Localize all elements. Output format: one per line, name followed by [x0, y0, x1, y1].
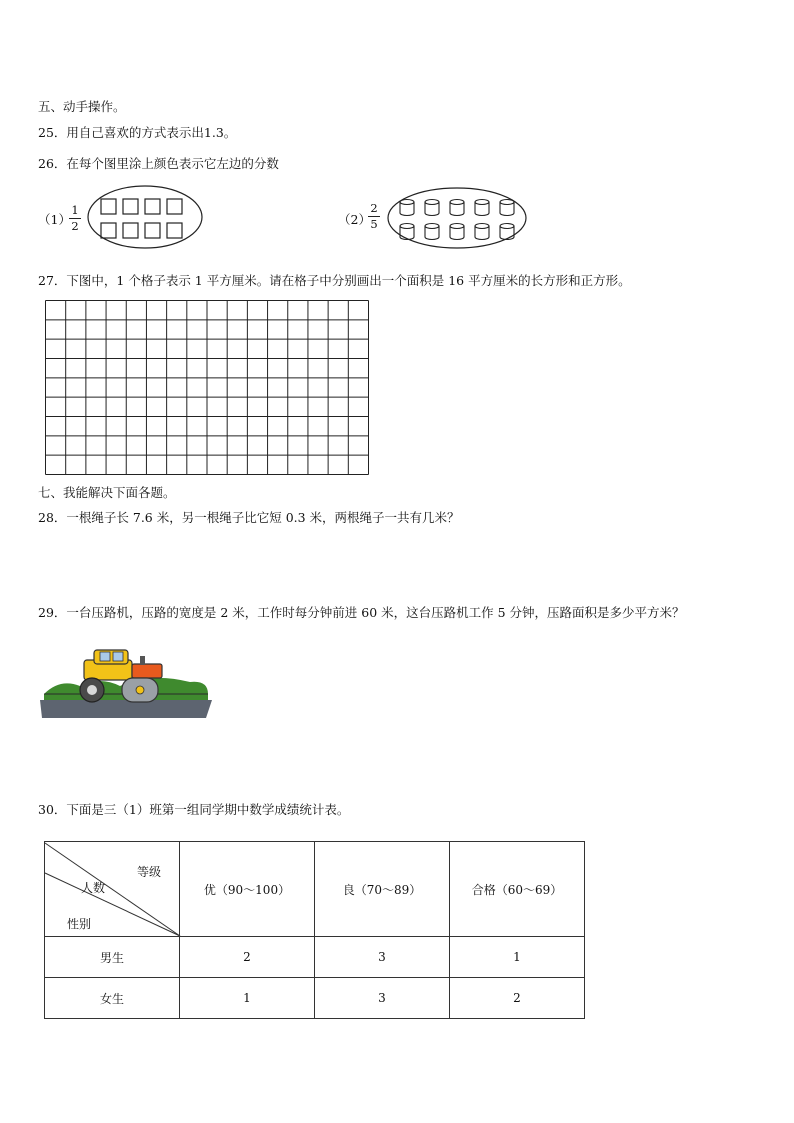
fraction-numerator: 1 [71, 203, 79, 217]
fraction-numerator: 2 [370, 201, 378, 215]
section-7-heading: 七、我能解决下面各题。 [38, 485, 176, 500]
square-cell[interactable] [145, 199, 160, 214]
fraction-two-fifths [368, 202, 380, 231]
question-26: 26．在每个图里涂上颜色表示它左边的分数 [38, 156, 279, 171]
square-cell[interactable] [123, 199, 138, 214]
square-cell[interactable] [145, 223, 160, 238]
score-table [44, 841, 585, 1019]
cell-girls-excellent: 1 [180, 978, 315, 1019]
cylinder-cell[interactable] [475, 200, 489, 216]
fraction-denominator: 5 [370, 217, 378, 231]
square-grid[interactable] [45, 300, 369, 475]
cylinder-cell[interactable] [450, 224, 464, 240]
row-label-boys: 男生 [45, 937, 180, 978]
cylinder-cell[interactable] [425, 200, 439, 216]
cell-boys-excellent: 2 [180, 937, 315, 978]
square-cell[interactable] [123, 223, 138, 238]
row-label-girls: 女生 [45, 978, 180, 1019]
square-cell[interactable] [101, 223, 116, 238]
fraction-denominator: 2 [71, 219, 79, 233]
table-row [45, 978, 585, 1019]
question-29: 29．一台压路机，压路的宽度是 2 米，工作时每分钟前进 60 米，这台压路机工作 5 分钟，压路面积是多少平方米？ [38, 605, 685, 620]
cylinder-cell[interactable] [500, 200, 514, 216]
question-25: 25．用自己喜欢的方式表示出1.3。 [38, 125, 237, 140]
square-cell[interactable] [101, 199, 116, 214]
diagonal-header-cell [45, 842, 180, 937]
table-row [45, 937, 585, 978]
cylinder-cell[interactable] [400, 224, 414, 240]
square-cell[interactable] [167, 223, 182, 238]
section-5-heading: 五、动手操作。 [38, 99, 126, 114]
corner-label-gender: 性别 [67, 916, 92, 931]
part-1-label: （1） [38, 212, 71, 227]
header-excellent: 优（90～100） [180, 842, 315, 937]
question-30: 30．下面是三（1）班第一组同学期中数学成绩统计表。 [38, 802, 350, 817]
square-cell[interactable] [167, 199, 182, 214]
question-27: 27．下图中，1 个格子表示 1 平方厘米。请在格子中分别画出一个面积是 16 平方厘米的长方形和正方形。 [38, 273, 631, 288]
corner-label-count: 人数 [81, 880, 106, 895]
road-roller-illustration [40, 642, 212, 720]
cell-girls-pass: 2 [450, 978, 585, 1019]
cylinder-cell[interactable] [400, 200, 414, 216]
cylinder-cell[interactable] [425, 224, 439, 240]
cell-boys-good: 3 [315, 937, 450, 978]
cell-boys-pass: 1 [450, 937, 585, 978]
cylinders-oval-figure[interactable] [386, 186, 528, 252]
cylinder-cell[interactable] [450, 200, 464, 216]
question-28: 28．一根绳子长 7.6 米，另一根绳子比它短 0.3 米，两根绳子一共有几米？ [38, 510, 460, 525]
header-good: 良（70～89） [315, 842, 450, 937]
cylinder-cell[interactable] [500, 224, 514, 240]
fraction-one-half [69, 204, 81, 233]
squares-oval-figure[interactable] [86, 184, 204, 250]
part-2-label: （2） [338, 212, 371, 227]
header-pass: 合格（60～69） [450, 842, 585, 937]
corner-label-grade: 等级 [137, 864, 162, 879]
cell-girls-good: 3 [315, 978, 450, 1019]
cylinder-cell[interactable] [475, 224, 489, 240]
